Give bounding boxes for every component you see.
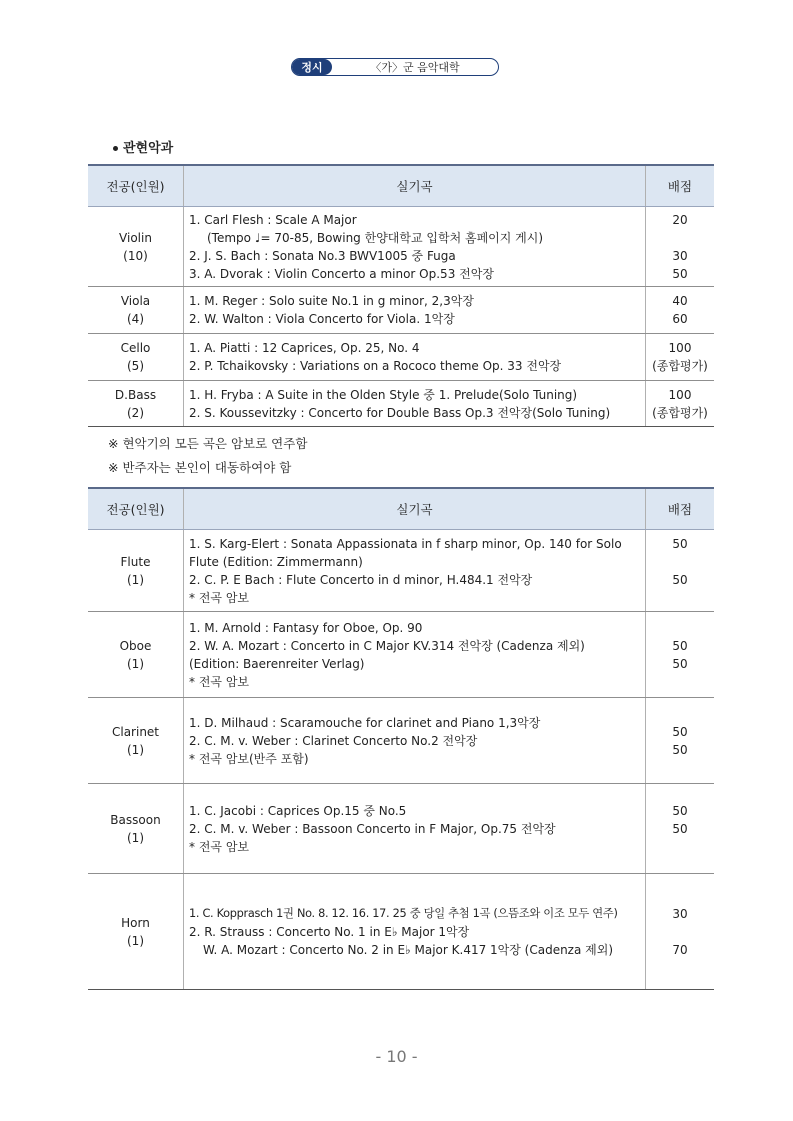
section-title-text: 관현악과 (123, 141, 174, 156)
piece-line: (Edition: Baerenreiter Verlag) (189, 656, 365, 671)
major-name: D.Bass (114, 387, 157, 402)
score: 30 (672, 248, 688, 263)
score: 50 (672, 266, 688, 281)
score: 30 (672, 906, 688, 921)
major-count: (1) (127, 572, 144, 587)
piece-line: 2. J. S. Bach : Sonata No.3 BWV1005 중 Fuga (189, 248, 456, 263)
score: 50 (672, 821, 688, 836)
piece-line: * 전곡 암보(반주 포함) (189, 751, 309, 766)
piece-line: 2. W. Walton : Viola Concerto for Viola. 1악장 (189, 312, 455, 326)
score: 50 (672, 536, 688, 551)
table-row (88, 530, 714, 612)
table-row (88, 874, 714, 990)
major-name: Violin (119, 230, 152, 245)
piece-line: 1. M. Reger : Solo suite No.1 in g minor, 2,3악장 (189, 294, 474, 308)
piece-line: 1. M. Arnold : Fantasy for Oboe, Op. 90 (189, 620, 423, 635)
section-title (113, 137, 173, 156)
piece-line: Flute (Edition: Zimmermann) (189, 554, 363, 569)
bullet-icon (113, 146, 118, 151)
note-memorize: ※ 현악기의 모든 곡은 암보로 연주함 (108, 436, 308, 451)
score: 50 (672, 572, 688, 587)
piece-line: * 전곡 암보 (189, 590, 249, 605)
score: 50 (672, 638, 688, 653)
score: 50 (672, 742, 688, 757)
major-name: Bassoon (110, 812, 161, 827)
major-count: (10) (123, 248, 148, 263)
header-tab-category: 정시 (292, 59, 332, 75)
major-name: Clarinet (111, 724, 160, 739)
piece-line: W. A. Mozart : Concerto No. 2 in E♭ Major K.417 1악장 (Cadenza 제외) (203, 942, 614, 957)
piece-line: 2. C. P. E Bach : Flute Concerto in d minor, H.484.1 전악장 (189, 572, 533, 587)
score: 50 (672, 803, 688, 818)
score: 60 (672, 312, 688, 326)
major-name: Viola (120, 294, 151, 308)
score: 50 (672, 656, 688, 671)
score (646, 838, 714, 856)
piece-line: 1. S. Karg-Elert : Sonata Appassionata in f sharp minor, Op. 140 for Solo (189, 536, 622, 551)
major-count: (1) (127, 742, 144, 757)
table-row (88, 381, 714, 427)
score (646, 923, 714, 941)
major-count: (1) (127, 933, 144, 948)
col-major: 전공(인원) (88, 488, 184, 530)
major-count: (2) (127, 405, 144, 420)
col-piece: 실기곡 (184, 488, 646, 530)
header-tab (291, 58, 499, 76)
score: 50 (672, 724, 688, 739)
piece-line: 2. C. M. v. Weber : Clarinet Concerto No.2 전악장 (189, 733, 478, 748)
major-name: Flute (120, 554, 151, 569)
score: 40 (672, 294, 688, 308)
score: (종합평가) (652, 359, 708, 373)
score (646, 229, 714, 247)
piece-line: 1. C. Kopprasch 1권 No. 8. 12. 16. 17. 25 중 당일 추첨 1곡 (으뜸조와 이조 모두 연주) (189, 906, 618, 920)
table-row (88, 698, 714, 784)
score: 100 (668, 341, 692, 355)
score (646, 553, 714, 571)
major-name: Cello (120, 341, 151, 355)
major-name: Oboe (119, 638, 152, 653)
score (646, 589, 714, 607)
piece-line: 1. A. Piatti : 12 Caprices, Op. 25, No. 4 (189, 341, 420, 355)
table-row (88, 207, 714, 287)
piece-line: * 전곡 암보 (189, 674, 249, 689)
header-tab-group: 〈가〉군 음악대학 (370, 61, 460, 74)
major-count: (1) (127, 830, 144, 845)
piece-line: 2. R. Strauss : Concerto No. 1 in E♭ Major 1악장 (189, 924, 470, 939)
piece-line: * 전곡 암보 (189, 839, 249, 854)
major-count: (4) (127, 312, 144, 326)
col-major: 전공(인원) (88, 165, 184, 207)
note-accompanist: ※ 반주자는 본인이 대동하여야 함 (108, 460, 292, 475)
table-row (88, 784, 714, 874)
piece-line: 1. Carl Flesh : Scale A Major (189, 212, 357, 227)
table-row (88, 287, 714, 334)
piece-line: 1. C. Jacobi : Caprices Op.15 중 No.5 (189, 803, 407, 818)
piece-line: 2. C. M. v. Weber : Bassoon Concerto in F Major, Op.75 전악장 (189, 821, 556, 836)
strings-table (88, 164, 714, 427)
score: (종합평가) (652, 405, 708, 420)
page-number: - 10 - (375, 1047, 418, 1066)
piece-line: 2. P. Tchaikovsky : Variations on a Rococo theme Op. 33 전악장 (189, 359, 562, 373)
score: 100 (668, 387, 692, 402)
winds-table (88, 487, 714, 990)
col-score: 배점 (646, 488, 715, 530)
score: 20 (672, 212, 688, 227)
piece-line: 1. H. Fryba : A Suite in the Olden Style 중 1. Prelude(Solo Tuning) (189, 387, 578, 402)
col-score: 배점 (646, 165, 715, 207)
major-count: (1) (127, 656, 144, 671)
major-count: (5) (127, 359, 144, 373)
piece-line: 2. W. A. Mozart : Concerto in C Major KV.314 전악장 (Cadenza 제외) (189, 638, 585, 653)
piece-line: (Tempo ♩= 70-85, Bowing 한양대학교 입학처 홈페이지 게시) (207, 230, 544, 245)
score: 70 (672, 942, 688, 957)
col-piece: 실기곡 (184, 165, 646, 207)
table-row (88, 334, 714, 381)
table-row (88, 612, 714, 698)
piece-line: 1. D. Milhaud : Scaramouche for clarinet and Piano 1,3악장 (189, 715, 541, 730)
piece-line: 2. S. Koussevitzky : Concerto for Double Bass Op.3 전악장(Solo Tuning) (189, 405, 611, 420)
piece-line: 3. A. Dvorak : Violin Concerto a minor Op.53 전악장 (189, 266, 494, 281)
major-name: Horn (121, 915, 150, 930)
